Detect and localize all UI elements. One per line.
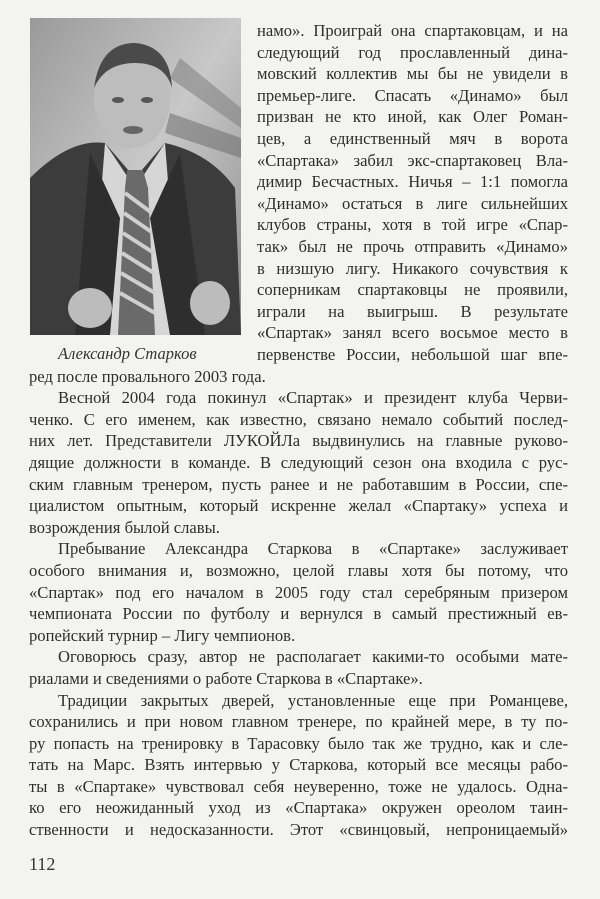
- text-line: ру попасть на тренировку в Тарасовку было так же трудно, как и сле-: [29, 733, 568, 753]
- text-line: особого внимания и, возможно, целой главы хотя бы потому, что: [29, 560, 568, 580]
- text-line: ко его неожиданный уход из «Спартака» окружен ореолом таин-: [29, 798, 568, 818]
- text-line: возрождения былой славы.: [29, 517, 220, 537]
- text-line: ред после провального 2003 года.: [29, 366, 266, 386]
- text-line: играли на выигрыш. В результате: [257, 301, 568, 321]
- text-line: ропейский турнир – Лигу чемпионов.: [29, 625, 296, 645]
- text-line: первенстве России, небольшой шаг впе-: [257, 344, 568, 364]
- text-line: клубов страны, хотя в той игре «Спар-: [257, 215, 568, 235]
- text-line: дящие должности в команде. В следующий сезон она входила с рус-: [29, 452, 568, 472]
- text-line: Пребывание Александра Старкова в «Спартаке» заслуживает: [58, 539, 568, 559]
- text-line: них лет. Представители ЛУКОЙЛа выдвинулись на главные руково-: [29, 431, 568, 451]
- text-line: Оговорюсь сразу, автор не располагает какими-то особыми мате-: [58, 647, 568, 667]
- text-column-full-width: [29, 366, 568, 841]
- portrait-photo: [30, 18, 241, 335]
- text-line: димир Бесчастных. Ничья – 1:1 помогла: [257, 172, 568, 192]
- text-line: циалистом опытным, который искренне желал «Спартаку» успеха и: [29, 496, 568, 516]
- text-line: ственности и недосказанности. Этот «свинцовый, непроницаемый»: [29, 820, 568, 840]
- text-line: призван не кто иной, как Олег Роман-: [257, 107, 568, 127]
- text-line: Традиции закрытых дверей, установленные еще при Романцеве,: [58, 690, 568, 710]
- text-line: ским главным тренером, пусть ранее и не работавшим в России, спе-: [29, 474, 568, 494]
- text-line: «Динамо» остаться в лиге сильнейших: [257, 193, 568, 213]
- text-line: чемпионата России по футболу и вернулся в самый престижный ев-: [29, 604, 568, 624]
- text-line: соперникам спартаковцы не проявили,: [257, 280, 568, 300]
- photo-caption: Александр Старков: [58, 344, 197, 363]
- text-line: сохранились и при новом главном тренере, по крайней мере, в ту по-: [29, 712, 568, 732]
- text-column-beside-photo: [257, 20, 568, 366]
- text-line: риалами и сведениями о работе Старкова в «Спартаке».: [29, 668, 423, 688]
- text-line: ченко. С его именем, как известно, связано немало событий послед-: [29, 409, 568, 429]
- text-line: цев, а единственный мяч в ворота: [257, 128, 568, 148]
- text-line: Весной 2004 года покинул «Спартак» и президент клуба Черви-: [58, 388, 568, 408]
- text-line: так» был не прочь отправить «Динамо»: [257, 236, 568, 256]
- text-line: тать на Марс. Взять интервью у Старкова, который все месяцы рабо-: [29, 755, 568, 775]
- text-line: ты в «Спартаке» чувствовал себя неуверенно, тоже не удалось. Одна-: [29, 776, 568, 796]
- text-line: в низшую лигу. Никакого сочувствия к: [257, 258, 568, 278]
- text-line: «Спартак» занял всего восьмое место в: [257, 323, 568, 343]
- text-line: премьер-лиге. Спасать «Динамо» был: [257, 85, 568, 105]
- text-line: следующий год прославленный дина-: [257, 42, 568, 62]
- text-line: намо». Проиграй она спартаковцам, и на: [257, 21, 568, 40]
- portrait-image: [30, 18, 241, 335]
- page-number: 112: [29, 854, 56, 874]
- text-line: «Спартака» забил экс-спартаковец Вла-: [257, 150, 568, 170]
- text-line: мовский коллектив мы бы не увидели в: [257, 64, 568, 84]
- text-line: «Спартак» под его началом в 2005 году стал серебряным призером: [29, 582, 568, 602]
